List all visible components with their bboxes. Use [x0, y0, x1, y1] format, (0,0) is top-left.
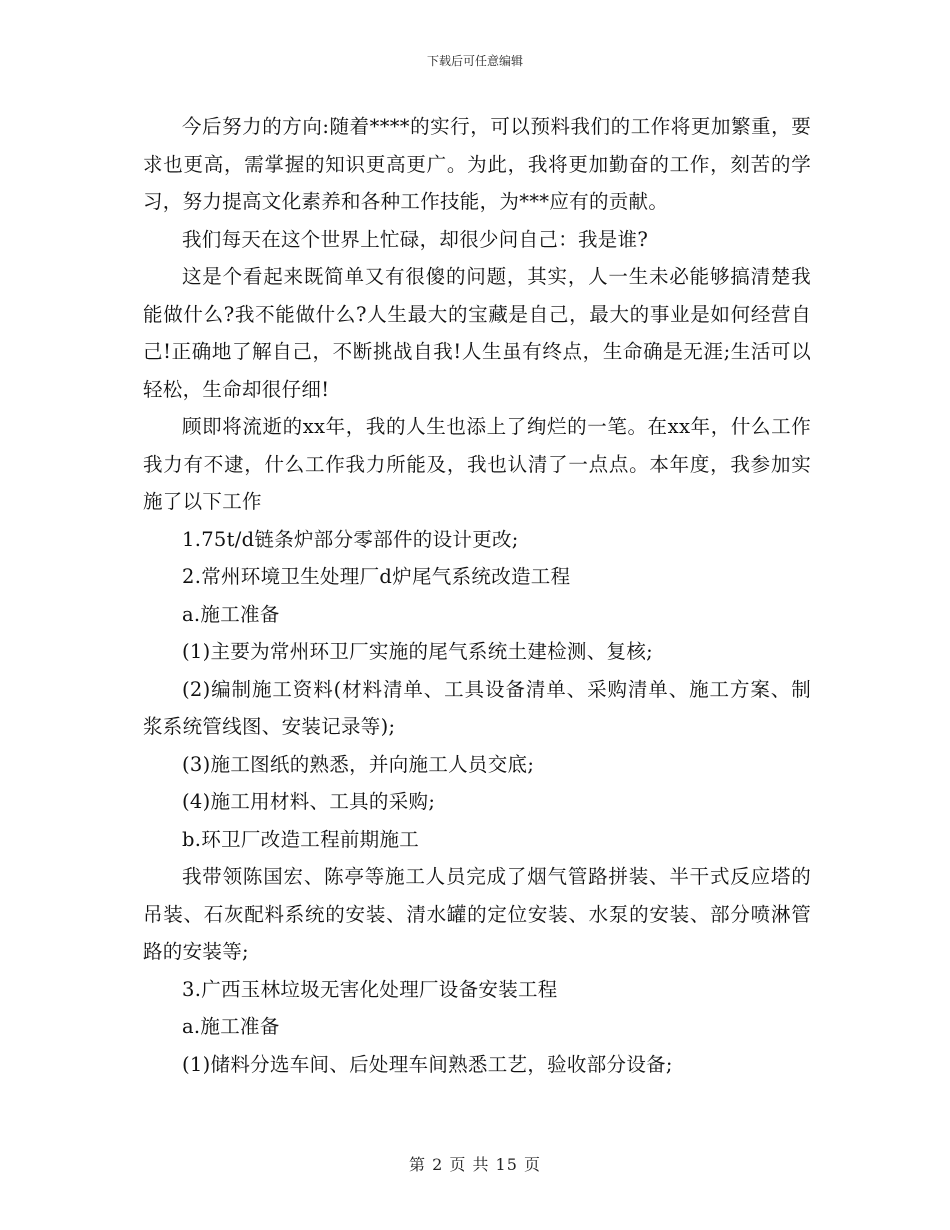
list-item-changzhou-project: 2.常州环境卫生处理厂d炉尾气系统改造工程	[182, 565, 571, 588]
list-item-storage-sorting: (1)储料分选车间、后处理车间熟悉工艺，验收部分设备;	[182, 1052, 673, 1076]
paragraph-who-am-i: 我们每天在这个世界上忙碌，却很少问自己：我是谁?	[182, 227, 649, 251]
list-item-chain-furnace: 1.75t/d链条炉部分零部件的设计更改;	[182, 527, 519, 551]
list-item-early-construction: b.环卫厂改造工程前期施工	[182, 827, 420, 851]
page-footer: 第 2 页 共 15 页	[409, 1155, 541, 1174]
list-item-drawing-briefing: (3)施工图纸的熟悉，并向施工人员交底;	[182, 752, 535, 776]
document-body	[143, 108, 811, 1083]
paragraph-life-reflection: 这是个看起来既简单又有很傻的问题，其实，人一生未必能够搞清楚我能做什么?我不能做什么?人生最大的宝藏是自己，最大的事业是如何经营自己!正确地了解自己，不断挑战自我!人生虽有终点，生命确是无涯;生活可以轻松，生命却很仔细!	[143, 265, 811, 401]
page-header: 下载后可任意编辑	[426, 54, 523, 68]
list-item-construction-prep-a: a.施工准备	[182, 602, 280, 626]
paragraph-future-direction: 今后努力的方向:随着****的实行，可以预料我们的工作将更加繁重，要求也更高，需掌握的知识更高更广。为此，我将更加勤奋的工作，刻苦的学习，努力提高文化素养和各种工作技能，为***应有的贡献。	[143, 115, 811, 213]
list-item-construction-prep-b: a.施工准备	[182, 1015, 280, 1038]
list-item-documentation: (2)编制施工资料(材料清单、工具设备清单、采购清单、施工方案、制浆系统管线图、安装记录等);	[143, 677, 811, 738]
list-item-yulin-project: 3.广西玉林垃圾无害化处理厂设备安装工程	[182, 977, 558, 1001]
list-item-procurement: (4)施工用材料、工具的采购;	[182, 790, 436, 813]
paragraph-installation-work: 我带领陈国宏、陈亭等施工人员完成了烟气管路拼装、半干式反应塔的吊装、石灰配料系统的安装、清水罐的定位安装、水泵的安装、部分喷淋管路的安装等;	[143, 865, 811, 963]
list-item-inspection: (1)主要为常州环卫厂实施的尾气系统土建检测、复核;	[182, 640, 653, 663]
paragraph-year-review: 顾即将流逝的xx年，我的人生也添上了绚烂的一笔。在xx年，什么工作我力有不逮，什么工作我力所能及，我也认清了一点点。本年度，我参加实施了以下工作	[143, 415, 811, 513]
